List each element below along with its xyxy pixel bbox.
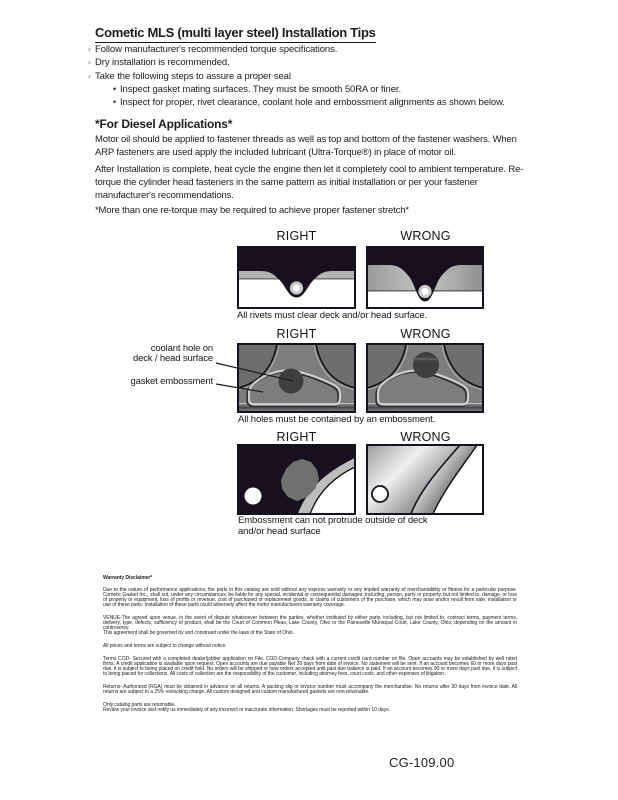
rivet-wrong-illustration: [366, 246, 484, 309]
catalog-page-code: CG-109.00: [389, 755, 455, 770]
row3-caption: Embossment can not protrude outside of deck and/or head surface: [238, 515, 428, 537]
embossment-wrong-figure: [366, 444, 484, 515]
list-item-text: Dry installation is recommended.: [95, 57, 230, 69]
coolant-hole-wrong-figure: [366, 343, 484, 413]
list-item: [88, 43, 548, 56]
page-title: Cometic MLS (multi layer steel) Installation Tips: [95, 25, 376, 43]
disclaimer-paragraph: Due to the nature of performance applications, the parts in this catalog are sold without any express warranty or any implied warranty of merchantability or fitness for a particular purpose. Cometic Gasket Inc., shall not, under any circumstances, be liable for any special, incidental or consequential damages, including, person, party or property, but not limited to, damage, or loss of property or equipment, loss of profits or revenue, cost of purchased or replacement goods, or claims of customers of the purchase, which may arise and/or result from sale, installation or use of these parts. Installation of these parts could adversely affect the motor manufacturers warranty coverage.: [103, 587, 517, 608]
embossment-right-figure: [237, 444, 356, 515]
coolant-hole: [279, 369, 304, 394]
embossment-right-illustration: [237, 444, 356, 515]
bullet-icon: ◦: [88, 45, 91, 54]
coolant-right-illustration: [237, 343, 356, 413]
warranty-disclaimer-section: [103, 576, 517, 721]
sub-list-item: [88, 83, 548, 96]
diesel-section-heading: *For Diesel Applications*: [95, 117, 233, 131]
list-item-text: Follow manufacturer's recommended torque specifications.: [95, 44, 338, 55]
right-label-row1: RIGHT: [276, 229, 317, 243]
bullet-icon: •: [113, 97, 117, 108]
coolant-hole-callout: coolant hole on deck / head surface: [132, 343, 213, 365]
list-item: [88, 70, 548, 83]
disclaimer-paragraph: Terms COD- Secured with a completed dealer/jobber application on File, COD-Company check with a current credit card number on file. Open accounts may be established by well rated firms. A credit application is available upon request. Open accounts are due payable Net 30 days from date of invoice. No statement will be sent. If an account becomes 60 or more days past due, it is subject to being placed on credit hold. No orders will be shipped or new orders accepted until past due balance is paid. If an account becomes 90 or more days past due, it is subject to being placed for collections. All costs of collection are the responsibility of the customer, including attorney fees, court costs, and other expenses of litigation.: [103, 656, 517, 677]
sub-list-item: [88, 96, 548, 109]
coolant-hole: [413, 352, 439, 378]
disclaimer-paragraph: All prices and terms are subject to change without notice.: [103, 643, 227, 649]
list-item: [88, 56, 548, 69]
rivet-right-illustration: [237, 246, 356, 309]
gasket-embossment-callout: gasket embossment: [130, 376, 213, 387]
disclaimer-paragraph: VENUE-The agreed upon venue, in the event of dispute whatsoever between the parties, whether instituted by either party, including, but not limited to, contract terms, payment terms, delivery, type, defects, sufficiency of product, shall be the Court of Common Pleas, Lake County, Ohio or the Painesville Municipal Court, Lake County, Ohio, depending on the amount in controversy. This agreement shall be governed by and construed under the laws of the State of Ohio.: [103, 615, 517, 636]
list-item-text: Take the following steps to assure a proper seal: [95, 70, 291, 82]
row2-caption: All holes must be contained by an embossment.: [238, 414, 436, 425]
wrong-label-row2: WRONG: [400, 327, 451, 341]
wrong-label-row1: WRONG: [400, 229, 451, 243]
coolant-hole-right-figure: [237, 343, 356, 413]
rivet-clearance-wrong-figure: [366, 246, 484, 309]
disclaimer-heading: Warranty Disclaimer*: [103, 575, 153, 581]
installation-tips-list: [88, 43, 548, 109]
paragraph-motor-oil: Motor oil should be applied to fastener threads as well as top and bottom of the fastener washers. When ARP fasteners are used apply the included lubricant (Ultra-Torque®) in place of motor oil.: [95, 134, 517, 158]
bullet-icon: •: [113, 83, 117, 94]
row1-caption: All rivets must clear deck and/or head surface.: [237, 310, 428, 321]
disclaimer-paragraph: Only catalog parts are returnable. Review your invoice and notify us immediately of any incorrect or inaccurate information. Shortages must be reported within 10 days.: [103, 702, 390, 713]
embossment-wrong-illustration: [366, 444, 484, 515]
bolt-hole: [372, 486, 388, 502]
right-label-row2: RIGHT: [276, 327, 317, 341]
wrong-label-row3: WRONG: [400, 430, 451, 444]
rivet-clearance-right-figure: [237, 246, 356, 309]
list-item-text: Inspect gasket mating surfaces. They must be smooth 50RA or finer.: [120, 83, 402, 95]
bullet-icon: ◦: [88, 71, 91, 81]
disclaimer-paragraph: Returns- Authorized (RGA) must be obtained in advance on all returns. A packing slip or invoice number must accompany the merchandise. No returns after 30 days from invoice date. All returns are subject to a 25% restocking charge. All custom designed and custom manufactured gaskets are non-returnable.: [103, 684, 517, 695]
right-label-row3: RIGHT: [276, 430, 317, 444]
coolant-wrong-illustration: [366, 343, 484, 413]
paragraph-heat-cycle: After Installation is complete, heat cycle the engine then let it completely cool to ambient temperature. Re-torque the cylinder head fasteners in the same pattern as initial installation or per your fastener manufacturer's recommendations.: [95, 164, 524, 201]
bullet-icon: ◦: [88, 58, 91, 68]
list-item-text: Inspect for proper, rivet clearance, coolant hole and embossment alignments as shown below.: [120, 97, 505, 109]
paragraph-retorque-note: *More than one re-torque may be required to achieve proper fastener stretch*: [95, 205, 409, 216]
bolt-hole: [245, 488, 262, 505]
